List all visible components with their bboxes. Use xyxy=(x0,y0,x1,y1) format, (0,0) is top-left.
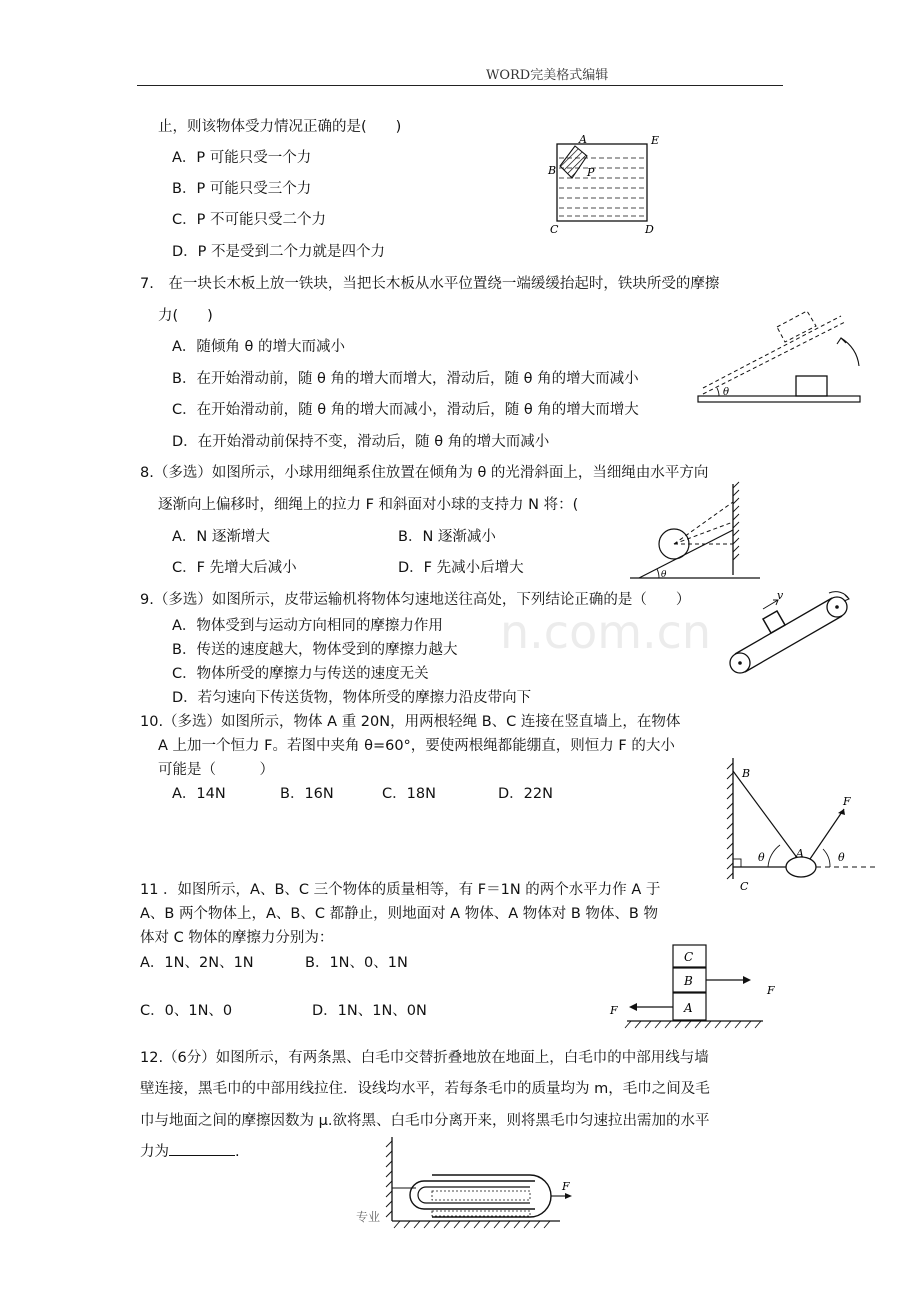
q12-stem-4-pre: 力为 xyxy=(140,1144,169,1160)
q10-label-a: A xyxy=(796,847,804,860)
q6-label-e: E xyxy=(651,134,660,147)
q8-option-a: A．N 逐渐增大 xyxy=(172,529,270,545)
q8-option-d: D．F 先减小后增大 xyxy=(398,560,524,576)
q12-stem-4 xyxy=(140,1140,240,1161)
q9-option-b: B．传送的速度越大，物体受到的摩擦力越大 xyxy=(172,642,458,658)
q6-label-b: B xyxy=(548,164,557,177)
q11-label-f-left: F xyxy=(610,1004,618,1017)
q12-stem-1: 12.（6分）如图所示，有两条黑、白毛巾交替折叠地放在地面上，白毛巾的中部用线与墙 xyxy=(140,1050,709,1066)
q6-stem-tail: 止，则该物体受力情况正确的是( ) xyxy=(158,119,402,135)
q12-figure xyxy=(380,1135,580,1235)
q10-option-d: D．22N xyxy=(498,786,553,802)
q7-stem-2: 力( ) xyxy=(158,308,213,324)
q11-label-a: A xyxy=(684,1001,693,1015)
q11-option-b: B．1N、0、1N xyxy=(305,955,408,971)
q8-option-b: B．N 逐渐减小 xyxy=(398,529,496,545)
q9-label-v: v xyxy=(777,589,784,602)
q10-option-a: A．14N xyxy=(172,786,226,802)
q12-stem-4-post: . xyxy=(235,1144,240,1160)
q12-stem-3: 巾与地面之间的摩擦因数为 μ.欲将黑、白毛巾分离开来，则将黑毛巾匀速拉出需加的水平 xyxy=(140,1113,710,1129)
header-title: WORD完美格式编辑 xyxy=(486,68,609,83)
q6-figure xyxy=(545,132,670,238)
q9-figure xyxy=(725,585,860,685)
q7-option-a: A．随倾角 θ 的增大而减小 xyxy=(172,339,346,355)
watermark: n.com.cn xyxy=(500,605,712,659)
q12-stem-2: 壁连接，黑毛巾的中部用线拉住．设线均水平，若每条毛巾的质量均为 m，毛巾之间及毛 xyxy=(140,1081,710,1097)
q11-stem-2: A、B 两个物体上，A、B、C 都静止，则地面对 A 物体、A 物体对 B 物体、B 物 xyxy=(140,906,658,922)
q9-stem: 9.（多选）如图所示，皮带运输机将物体匀速地送往高处，下列结论正确的是（ ） xyxy=(140,592,691,608)
q6-label-p: P xyxy=(587,166,595,179)
q12-answer-blank[interactable] xyxy=(169,1141,235,1156)
q11-label-c: C xyxy=(684,950,694,964)
q12-label-f: F xyxy=(562,1180,570,1193)
q6-label-d: D xyxy=(645,223,654,236)
q7-option-b: B．在开始滑动前，随 θ 角的增大而增大，滑动后，随 θ 角的增大而减小 xyxy=(172,371,639,387)
q7-stem-1: 7. 在一块长木板上放一铁块，当把长木板从水平位置绕一端缓缓抬起时，铁块所受的摩擦 xyxy=(140,276,720,292)
q6-option-d: D．P 不是受到二个力就是四个力 xyxy=(172,244,386,260)
q7-figure xyxy=(695,302,865,407)
q8-label-theta: θ xyxy=(661,570,667,580)
q8-figure xyxy=(625,480,765,585)
header-rule xyxy=(137,85,783,86)
q10-label-theta-right: θ xyxy=(838,851,845,864)
q10-label-b: B xyxy=(742,767,751,780)
footer-text: 专业 xyxy=(356,1210,381,1224)
q6-option-a: A．P 可能只受一个力 xyxy=(172,150,312,166)
q11-option-a: A．1N、2N、1N xyxy=(140,955,254,971)
q7-option-c: C．在开始滑动前，随 θ 角的增大而减小，滑动后，随 θ 角的增大而增大 xyxy=(172,402,639,418)
q8-option-c: C．F 先增大后减小 xyxy=(172,560,297,576)
q10-stem-3: 可能是（ ） xyxy=(158,762,274,778)
q6-label-c: C xyxy=(550,223,559,236)
q10-option-c: C．18N xyxy=(382,786,436,802)
q8-stem-1: 8.（多选）如图所示，小球用细绳系住放置在倾角为 θ 的光滑斜面上，当细绳由水平方向 xyxy=(140,465,709,481)
q11-label-b: B xyxy=(684,974,693,988)
q11-label-f-right: F xyxy=(767,984,775,997)
q10-label-theta-left: θ xyxy=(758,851,765,864)
q8-stem-2: 逐渐向上偏移时，细绳上的拉力 F 和斜面对小球的支持力 N 将：( xyxy=(158,497,579,513)
q10-option-b: B．16N xyxy=(280,786,334,802)
q9-option-c: C．物体所受的摩擦力与传送的速度无关 xyxy=(172,666,429,682)
q11-stem-3: 体对 C 物体的摩擦力分别为： xyxy=(140,930,334,946)
q10-figure xyxy=(718,755,878,895)
q7-option-d: D．在开始滑动前保持不变，滑动后，随 θ 角的增大而减小 xyxy=(172,434,550,450)
q10-label-c: C xyxy=(740,880,749,893)
q10-label-f: F xyxy=(843,795,851,808)
q6-option-c: C．P 不可能只受二个力 xyxy=(172,212,326,228)
q6-option-b: B．P 可能只受三个力 xyxy=(172,181,312,197)
q10-stem-2: A 上加一个恒力 F。若图中夹角 θ=60°，要使两根绳都能绷直，则恒力 F 的大小 xyxy=(158,738,675,754)
q9-option-a: A．物体受到与运动方向相同的摩擦力作用 xyxy=(172,618,443,634)
q11-stem-1: 11 ．如图所示，A、B、C 三个物体的质量相等，有 F＝1N 的两个水平力作 A 于 xyxy=(140,882,661,898)
q9-option-d: D．若匀速向下传送货物，物体所受的摩擦力沿皮带向下 xyxy=(172,690,532,706)
q10-stem-1: 10.（多选）如图所示，物体 A 重 20N，用两根轻绳 B、C 连接在竖直墙上，在物体 xyxy=(140,714,681,730)
q7-label-theta: θ xyxy=(723,387,730,398)
q11-figure xyxy=(605,940,780,1035)
q11-option-c: C．0、1N、0 xyxy=(140,1003,233,1019)
q6-label-a: A xyxy=(579,133,587,146)
q11-option-d: D．1N、1N、0N xyxy=(312,1003,427,1019)
